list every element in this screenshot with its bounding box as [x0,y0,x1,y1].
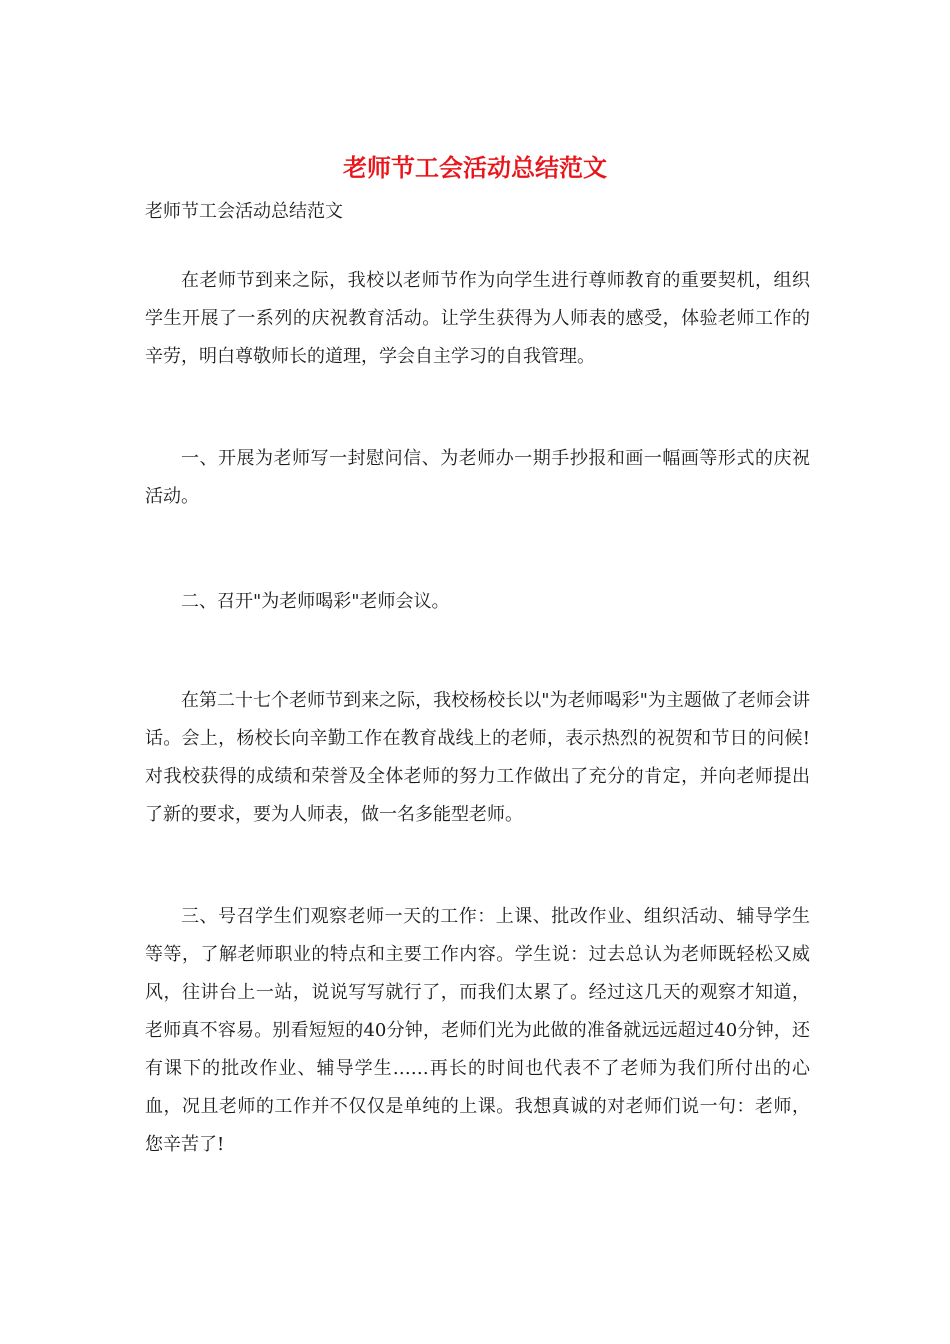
document-subtitle: 老师节工会活动总结范文 [145,201,343,222]
paragraph-section-2: 二、召开"为老师喝彩"老师会议。 [181,591,450,612]
document-title: 老师节工会活动总结范文 [343,153,607,182]
paragraph-meeting: 在第二十七个老师节到来之际，我校杨校长以"为老师喝彩"为主题做了老师会讲话。会上，杨校长向辛勤工作在教育战线上的老师，表示热烈的祝贺和节日的问候!对我校获得的成绩和荣誉及全体老师的努力工作做出了充分的肯定，并向老师提出了新的要求，要为人师表，做一名多能型老师。 [145,690,810,825]
paragraph-section-3: 三、号召学生们观察老师一天的工作：上课、批改作业、组织活动、辅导学生等等，了解老师职业的特点和主要工作内容。学生说：过去总认为老师既轻松又威风，往讲台上一站，说说写写就行了，而我们太累了。经过这几天的观察才知道，老师真不容易。别看短短的40分钟，老师们光为此做的准备就远远超过40分钟，还有课下的批改作业、辅导学生……再长的时间也代表不了老师为我们所付出的心血，况且老师的工作并不仅仅是单纯的上课。我想真诚的对老师们说一句：老师，您辛苦了! [145,906,810,1155]
paragraph-section-1: 一、开展为老师写一封慰问信、为老师办一期手抄报和画一幅画等形式的庆祝活动。 [145,448,810,507]
paragraph-intro: 在老师节到来之际，我校以老师节作为向学生进行尊师教育的重要契机，组织学生开展了一系列的庆祝教育活动。让学生获得为人师表的感受，体验老师工作的辛劳，明白尊敬师长的道理，学会自主学习的自我管理。 [145,270,810,367]
